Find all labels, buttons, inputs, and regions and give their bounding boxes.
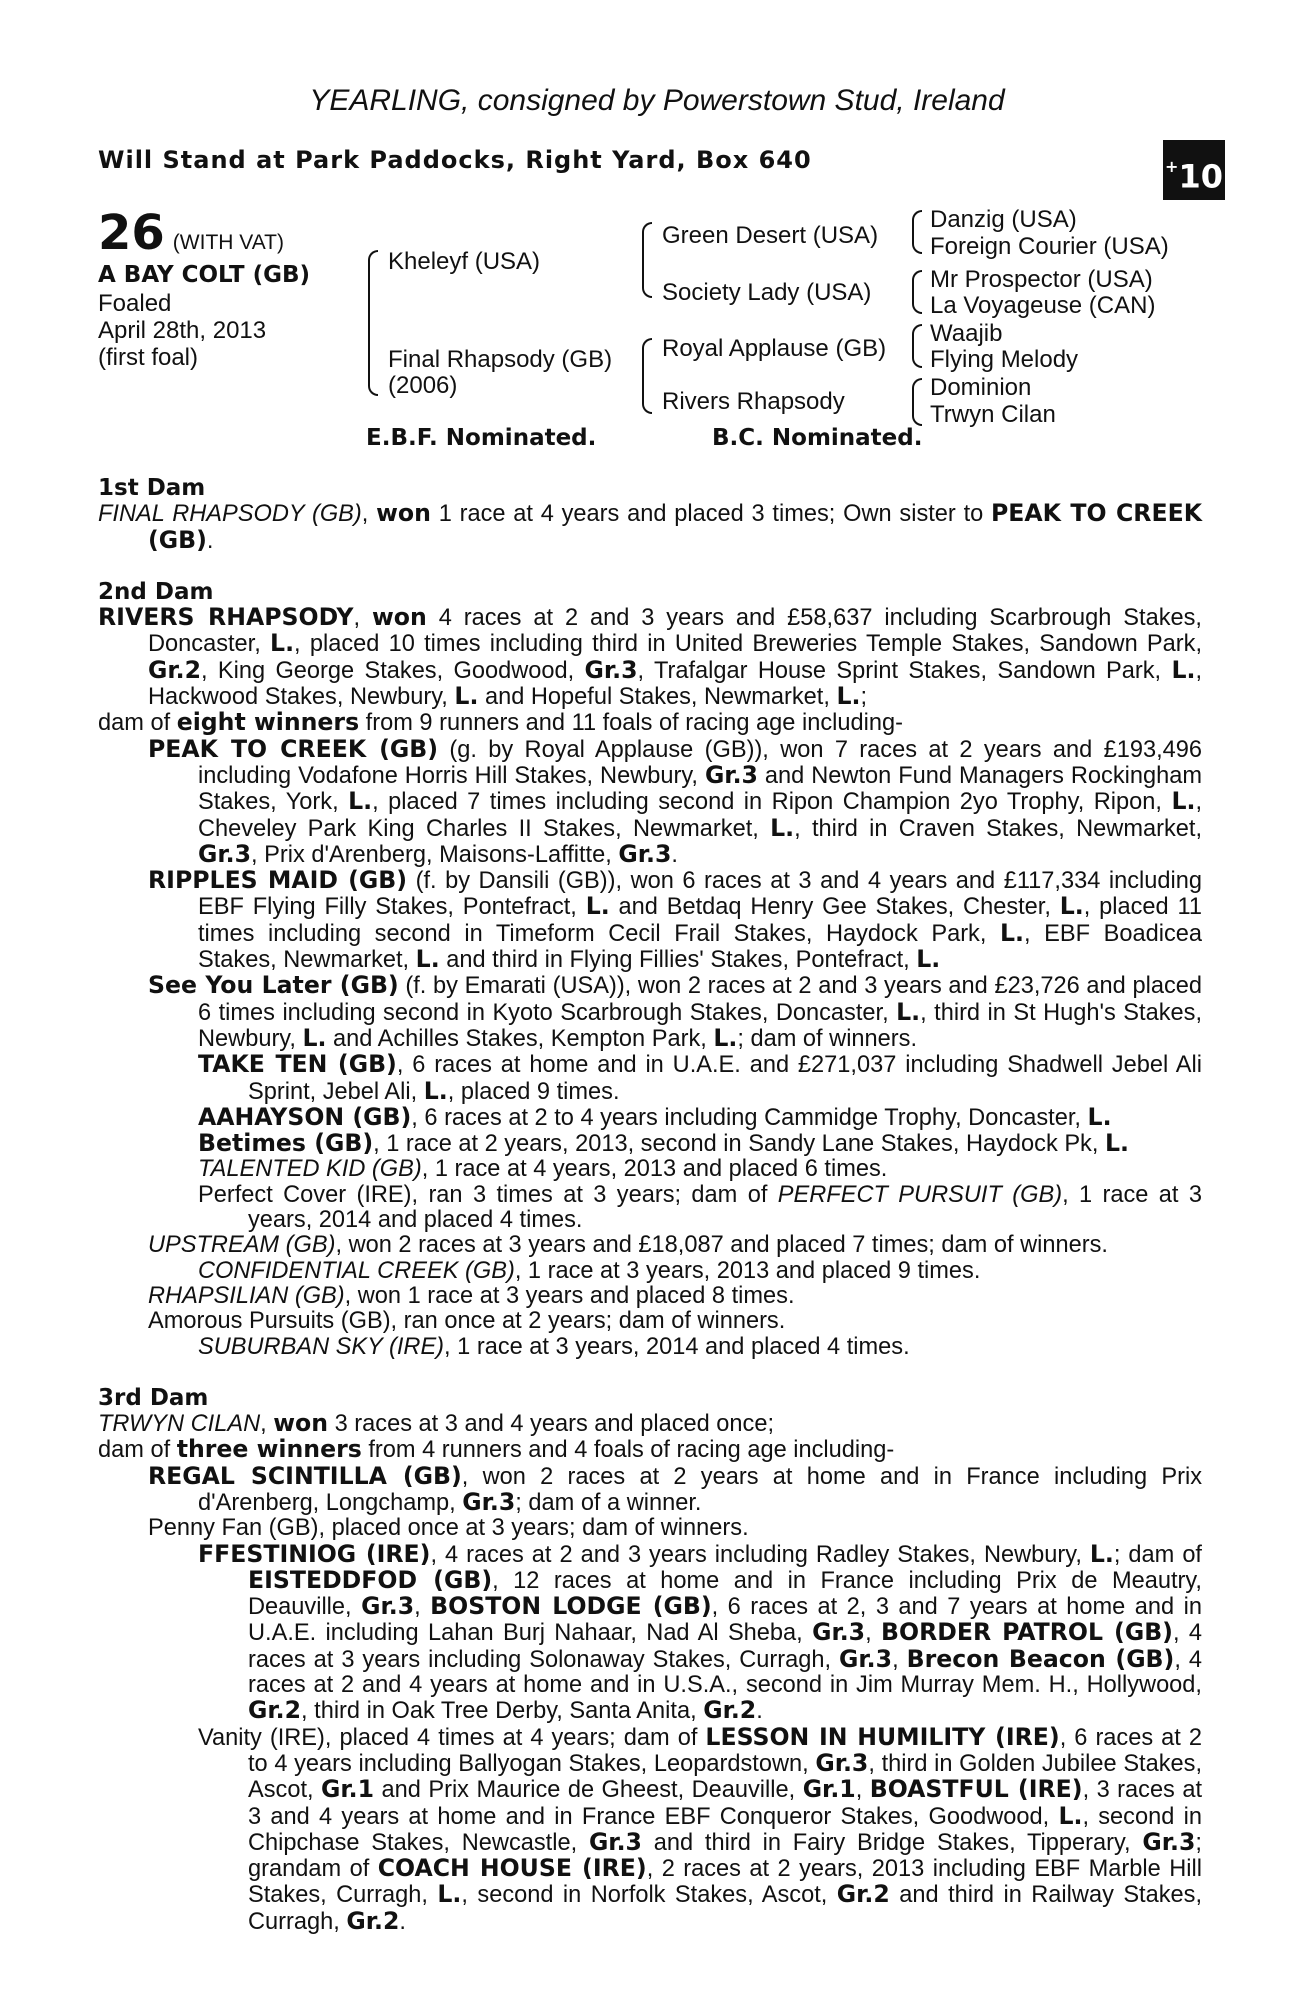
horse-name-text: Betimes (GB) — [198, 1129, 374, 1158]
text-run: , 2 races at 2 years, 2013 including EBF Marble Hill Stakes, Curragh, — [248, 1856, 1202, 1909]
text-run: Perfect Cover (IRE), ran 3 times at 3 years; dam of — [198, 1181, 778, 1208]
dam-dam: Rivers Rhapsody — [662, 388, 845, 415]
text-run: Gr.3 — [815, 1748, 869, 1777]
text-run: , — [361, 501, 377, 528]
text-run: , 4 races at 2 and 4 years at home and in U.S.A., second in Jim Murray Mem. H., Hollywood, — [248, 1646, 1202, 1699]
text-run: , 1 race at 3 years, 2014 and placed 4 times. — [248, 1181, 1202, 1234]
text-run: L. — [1058, 1801, 1083, 1830]
section-gap — [98, 1360, 1202, 1386]
dam-year: (2006) — [388, 372, 458, 399]
grandsire-4: La Voyageuse (CAN) — [930, 292, 1156, 319]
text-run: Gr.3 — [361, 1592, 415, 1621]
horse-name-text: RIPPLES MAID (GB) — [148, 866, 408, 895]
text-run: , — [865, 1620, 882, 1647]
paragraph — [98, 1335, 1202, 1360]
text-run: Gr.3 — [618, 839, 672, 868]
text-run: , Trafalgar House Sprint Stakes, Sandown Park, — [637, 657, 1172, 684]
text-run: and third in Flying Fillies' Stakes, Pontefract, — [439, 947, 917, 974]
badge-number: 10 — [1178, 157, 1223, 196]
text-run: . — [756, 1698, 763, 1725]
text-run: , placed 7 times including second in Ripon Champion 2yo Trophy, Ripon, — [372, 789, 1172, 816]
paragraph — [98, 605, 1202, 710]
section-heading-1st-dam: 1st Dam — [98, 475, 206, 501]
text-run: , — [855, 1777, 870, 1804]
horse-name-text: PEAK TO CREEK (GB) — [148, 734, 439, 763]
horse-name-text: CONFIDENTIAL CREEK (GB) — [198, 1257, 515, 1284]
paragraph — [98, 1102, 1202, 1131]
text-run: , placed 11 times including second in Timeform Cecil Frail Stakes, Haydock Park, — [198, 894, 1202, 947]
text-run: , Prix d'Arenberg, Maisons-Laffitte, — [251, 841, 619, 868]
paragraph — [98, 1461, 1202, 1517]
text-run: , third in Craven Stakes, Newmarket, — [794, 815, 1202, 842]
text-run: Vanity (IRE), placed 4 times at 4 years; dam of — [198, 1724, 706, 1751]
text-run: and Prix Maurice de Gheest, Deauville, — [374, 1777, 803, 1804]
text-run: and third in Railway Stakes, Curragh, — [248, 1882, 1203, 1935]
text-run: Gr.3 — [812, 1618, 866, 1647]
text-run: from 4 runners and 4 foals of racing age including- — [361, 1437, 895, 1464]
dam-name: Final Rhapsody (GB) — [388, 346, 613, 373]
text-run: , EBF Boadicea Stakes, Newmarket, — [198, 920, 1203, 974]
text-run: L. — [270, 629, 295, 658]
dam-sire: Royal Applause (GB) — [662, 335, 887, 362]
text-run: won — [376, 499, 431, 528]
section-heading-2nd-dam: 2nd Dam — [98, 578, 214, 605]
text-run: L. — [302, 1023, 327, 1052]
text-run: L. — [1059, 892, 1084, 921]
horse-name-text: Brecon Beacon (GB) — [906, 1644, 1175, 1673]
horse-name-text: REGAL SCINTILLA (GB) — [148, 1461, 462, 1490]
horse-name-text: BOASTFUL (IRE) — [869, 1775, 1083, 1804]
section-heading-3rd-dam: 3rd Dam — [98, 1384, 209, 1411]
paragraph — [98, 710, 1202, 736]
text-run: L. — [585, 892, 610, 921]
paragraph — [98, 1157, 1202, 1182]
paragraph — [98, 1411, 1202, 1437]
text-run: L. — [1171, 787, 1196, 816]
text-run: and Betdaq Henry Gee Stakes, Chester, — [609, 894, 1060, 921]
text-run: Gr.3 — [839, 1644, 893, 1673]
text-run: dam of — [98, 710, 177, 737]
paragraph — [98, 1183, 1202, 1234]
horse-name-text: PERFECT PURSUIT (GB) — [777, 1181, 1063, 1208]
paragraph: Amorous Pursuits (GB), ran once at 2 years; dam of winners. — [148, 1308, 786, 1335]
text-run: , 6 races at 2 to 4 years including Cammidge Trophy, Doncaster, — [411, 1104, 1088, 1131]
text-run: Gr.3 — [1142, 1827, 1196, 1856]
paragraph — [98, 868, 1202, 973]
text-run: Gr.2 — [346, 1906, 400, 1935]
paragraph — [98, 734, 1203, 868]
text-run: , second in Chipchase Stakes, Newcastle, — [248, 1803, 1202, 1856]
text-run: Gr.1 — [802, 1775, 856, 1804]
text-run: , 1 race at 4 years, 2013 and placed 6 times. — [421, 1156, 888, 1183]
paragraph — [98, 1131, 1202, 1157]
grandsire-3: Mr Prospector (USA) — [930, 266, 1153, 293]
ebf-nominated: E.B.F. Nominated. — [366, 425, 597, 451]
foaled-date: April 28th, 2013 — [98, 317, 267, 344]
sire-dam: Society Lady (USA) — [662, 279, 872, 306]
horse-name-text: COACH HOUSE (IRE) — [377, 1854, 647, 1883]
pedigree-brace — [368, 250, 378, 396]
foaling-info — [98, 290, 266, 371]
text-run: L. — [916, 945, 941, 974]
lot-heading — [98, 207, 284, 260]
text-run: L. — [1089, 1539, 1114, 1568]
horse-name-text: TALENTED KID (GB) — [198, 1156, 422, 1183]
text-run: Gr.2 — [703, 1696, 757, 1725]
text-run: L. — [1171, 655, 1196, 684]
stand-location: Will Stand at Park Paddocks, Right Yard, Box 640 — [98, 146, 812, 174]
text-run: , third in Oak Tree Derby, Santa Anita, — [301, 1698, 704, 1725]
text-run: won — [273, 1409, 329, 1438]
text-run: , — [353, 605, 372, 632]
text-run: , — [892, 1646, 907, 1673]
text-run: , 4 races at 2 and 3 years including Radley Stakes, Newbury, — [430, 1541, 1090, 1568]
text-run: ; dam of — [1113, 1541, 1202, 1568]
text-run: and Newton Fund Managers Rockingham Stakes, York, — [198, 762, 1203, 816]
text-run: . — [671, 841, 678, 868]
text-run: dam of — [98, 1437, 177, 1464]
text-run: . — [399, 1908, 406, 1935]
horse-name-text: BOSTON LODGE (GB) — [430, 1592, 712, 1621]
horse-name-text: LESSON IN HUMILITY (IRE) — [705, 1722, 1060, 1751]
text-run: , 1 race at 3 years, 2013 and placed 9 times. — [514, 1257, 981, 1284]
grandsire-7: Dominion — [930, 374, 1032, 401]
text-run: L. — [836, 682, 861, 711]
paragraph — [98, 1233, 1202, 1258]
pedigree-brace — [912, 270, 922, 314]
text-run: L. — [348, 787, 373, 816]
text-run: and Achilles Stakes, Kempton Park, — [326, 1025, 714, 1052]
badge-plus: + — [1165, 157, 1179, 176]
text-run: . — [206, 527, 214, 554]
text-run: , Hackwood Stakes, Newbury, — [148, 657, 1202, 711]
catalogue-body — [98, 476, 1202, 1935]
lot-number: 26 — [98, 205, 165, 261]
paragraph: Penny Fan (GB), placed once at 3 years; dam of winners. — [148, 1515, 749, 1542]
text-run: (f. by Dansili (GB)), won 6 races at 3 and 4 years and £117,334 including EBF Flying Filly Stakes, Pontefract, — [198, 868, 1202, 921]
text-run: , second in Norfolk Stakes, Ascot, — [461, 1882, 837, 1909]
horse-name-text: TAKE TEN (GB) — [198, 1050, 397, 1079]
text-run: , won 1 race at 3 years and placed 8 times. — [344, 1282, 795, 1309]
text-run: , 4 races at 3 years including Solonaway Stakes, Curragh, — [248, 1620, 1202, 1673]
text-run: won — [372, 603, 427, 632]
paragraph — [98, 1722, 1203, 1935]
text-run: L. — [437, 1880, 462, 1909]
horse-name-text: TRWYN CILAN — [98, 1411, 261, 1438]
text-run: 1 race at 4 years and placed 3 times; Own sister to — [430, 501, 992, 528]
text-run: , King George Stakes, Goodwood, — [201, 657, 585, 684]
pedigree-brace — [642, 222, 652, 298]
foal-note: (first foal) — [98, 344, 199, 371]
grandsire-2: Foreign Courier (USA) — [930, 233, 1169, 260]
grandsire-8: Trwyn Cilan — [930, 401, 1056, 428]
paragraph — [98, 1259, 1202, 1284]
text-run: , 1 race at 2 years, 2013, second in Sandy Lane Stakes, Haydock Pk, — [373, 1131, 1105, 1158]
text-run: (f. by Emarati (USA)), won 2 races at 2 and 3 years and £23,726 and placed 6 times including second in Kyoto Scarbrough Stakes, Doncaster, — [198, 973, 1202, 1026]
text-run: , placed 10 times including third in United Breweries Temple Stakes, Sandown Park, — [294, 631, 1203, 658]
text-run: (g. by Royal Applause (GB)), won 7 races at 2 years and £193,496 including Vodafone Horris Hill Stakes, Newbury, — [198, 736, 1202, 789]
text-run: Gr.3 — [198, 839, 252, 868]
paragraph — [98, 1539, 1202, 1725]
text-run: ; dam of a winner. — [515, 1489, 702, 1516]
text-run: , won 2 races at 2 years at home and in France including Prix d'Arenberg, Longchamp, — [198, 1463, 1202, 1516]
text-run: Gr.3 — [704, 760, 758, 789]
text-run: L. — [713, 1023, 738, 1052]
text-run: L. — [454, 682, 479, 711]
horse-name-text: FFESTINIOG (IRE) — [198, 1539, 431, 1568]
horse-name-text: BORDER PATROL (GB) — [881, 1618, 1173, 1647]
vat-note: (WITH VAT) — [172, 231, 284, 254]
text-run: and Hopeful Stakes, Newmarket, — [478, 684, 837, 711]
sire-sire: Green Desert (USA) — [662, 222, 879, 249]
pedigree-brace — [912, 324, 922, 368]
horse-name-text: SUBURBAN SKY (IRE) — [198, 1333, 445, 1360]
text-run: Gr.3 — [584, 655, 638, 684]
sire-name: Kheleyf (USA) — [388, 248, 541, 275]
text-run: eight winners — [176, 708, 360, 737]
text-run: 3 races at 3 and 4 years and placed once; — [328, 1411, 775, 1438]
text-run: , third in St Hugh's Stakes, Newbury, — [198, 999, 1202, 1052]
text-run: L. — [770, 813, 795, 842]
text-run: ; grandam of — [248, 1829, 1202, 1883]
paragraph — [98, 1284, 1202, 1309]
text-run: , 12 races at home and in France including Prix de Meautry, Deauville, — [248, 1567, 1202, 1621]
text-run: , Cheveley Park King Charles II Stakes, Newmarket, — [198, 789, 1202, 842]
text-run: Gr.2 — [836, 1880, 890, 1909]
text-run: L. — [1104, 1129, 1129, 1158]
text-run: L. — [1000, 918, 1024, 947]
text-run: , 3 races at 3 and 4 years at home and in France EBF Conqueror Stakes, Goodwood, — [248, 1777, 1202, 1830]
text-run: L. — [1087, 1102, 1112, 1131]
horse-name-text: UPSTREAM (GB) — [148, 1232, 336, 1259]
dam-name-text: FINAL RHAPSODY (GB) — [98, 501, 362, 528]
pedigree-brace — [642, 338, 652, 414]
grandsire-5: Waajib — [930, 320, 1003, 347]
text-run: , 6 races at 2 to 4 years including Ballyogan Stakes, Leopardstown, — [248, 1724, 1203, 1777]
horse-name-text: AAHAYSON (GB) — [198, 1102, 412, 1131]
paragraph — [98, 501, 1202, 554]
text-run: , third in Golden Jubilee Stakes, Ascot, — [248, 1750, 1202, 1804]
bc-nominated: B.C. Nominated. — [712, 425, 923, 451]
horse-description: A BAY COLT (GB) — [98, 262, 311, 288]
text-run: , 1 race at 3 years, 2014 and placed 4 times. — [444, 1333, 910, 1360]
text-run: , — [260, 1411, 274, 1438]
text-run: 4 races at 2 and 3 years and £58,637 including Scarbrough Stakes, Doncaster, — [148, 605, 1202, 658]
text-run: Gr.3 — [588, 1827, 642, 1856]
paragraph — [98, 1437, 1202, 1463]
text-run: , won 2 races at 3 years and £18,087 and placed 7 times; dam of winners. — [335, 1232, 1108, 1259]
text-run: , — [414, 1594, 431, 1621]
text-run: ; — [860, 684, 867, 711]
text-run: ; dam of winners. — [737, 1025, 918, 1052]
foaled-label: Foaled — [98, 290, 172, 317]
horse-name-text: RIVERS RHAPSODY — [98, 603, 354, 632]
horse-name-text: EISTEDDFOD (GB) — [248, 1565, 493, 1594]
horse-name-text: See You Later (GB) — [148, 971, 399, 1000]
horse-name-text: PEAK TO CREEK (GB) — [148, 499, 1202, 554]
text-run: , placed 9 times. — [447, 1078, 620, 1105]
paragraph — [98, 973, 1202, 1052]
grandsire-6: Flying Melody — [930, 346, 1079, 373]
grandsire-1: Danzig (USA) — [930, 206, 1077, 233]
text-run: and third in Fairy Bridge Stakes, Tipperary, — [641, 1829, 1143, 1856]
text-run: , 6 races at home and in U.A.E. and £271,037 including Shadwell Jebel Ali Sprint, Jebel Ali, — [248, 1052, 1202, 1105]
text-run: Gr.2 — [148, 655, 202, 684]
text-run: from 9 runners and 11 foals of racing age including- — [359, 710, 903, 737]
text-run: Gr.2 — [248, 1696, 302, 1725]
text-run: Gr.3 — [462, 1487, 516, 1516]
horse-name-text: RHAPSILIAN (GB) — [148, 1282, 345, 1309]
paragraph — [98, 1052, 1202, 1105]
section-gap — [98, 554, 1202, 580]
text-run: three winners — [176, 1435, 362, 1464]
pedigree-brace — [912, 210, 922, 254]
text-run: L. — [423, 1076, 448, 1105]
text-run: Gr.1 — [321, 1775, 375, 1804]
page-title: YEARLING, consigned by Powerstown Stud, Ireland — [309, 84, 1005, 117]
pedigree-brace — [912, 378, 922, 426]
text-run: L. — [415, 945, 440, 974]
text-run: L. — [896, 997, 921, 1026]
lot-badge — [1163, 140, 1225, 200]
text-run: , 6 races at 2, 3 and 7 years at home and in U.A.E. including Lahan Burj Nahaar, Nad Al Sheba, — [248, 1594, 1202, 1647]
